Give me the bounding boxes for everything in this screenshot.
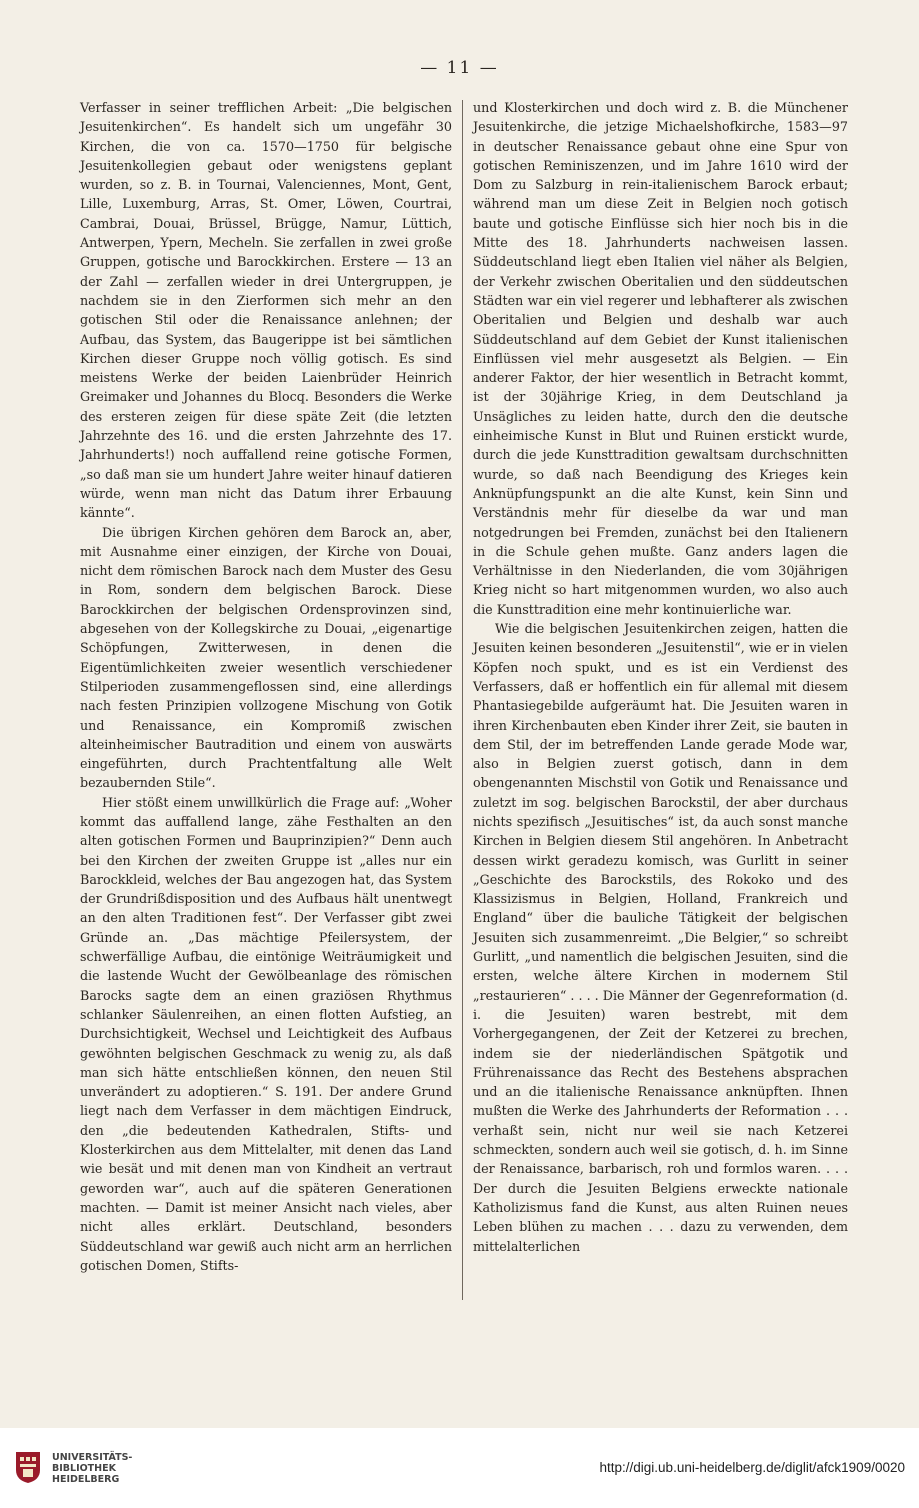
left-column xyxy=(80,98,452,1275)
library-name-line: BIBLIOTHEK xyxy=(52,1463,116,1474)
column-divider xyxy=(462,100,463,1300)
library-name-line: UNIVERSITÄTS- xyxy=(52,1452,133,1463)
source-url-link[interactable]: http://digi.ub.uni-heidelberg.de/diglit/afck1909/0020 xyxy=(599,1460,905,1475)
library-name xyxy=(52,1452,132,1485)
paragraph: und Klosterkirchen und doch wird z. B. die Münchener Jesuitenkirche, die jetzige Michaelshofkirche, 1583—97 in deutscher Renaissance gebaut ohne eine Spur von gotischen Reminiszenzen, und im Jahre 1610 wird der Dom zu Salzburg in rein-italienischem Barock erbaut; während man um diese Zeit in Belgien noch gotisch baute und gotische Einflüsse sich hier noch bis in die Mitte des 18. Jahrhunderts nachweisen lassen. Süddeutschland liegt eben Italien viel näher als Belgien, der Verkehr zwischen Oberitalien und den süddeutschen Städten war ein viel regerer und lebhafterer als zwischen Oberitalien und Belgien und deshalb war auch Süddeutschland auf dem Gebiet der Kunst italienischen Einflüssen viel mehr ausgesetzt als Belgien. — Ein anderer Faktor, der hier wesentlich in Betracht kommt, ist der 30jährige Krieg, in dem Deutschland ja Unsägliches zu leiden hatte, durch den die deutsche einheimische Kunst in Blut und Ruinen erstickt wurde, durch die jede Kunsttradition gewaltsam durchschnitten wurde, so daß nach Beendigung des Krieges kein Anknüpfungspunkt an die alte Kunst, kein Sinn und Verständnis mehr für dieselbe da war und man notgedrungen bei Fremden, zunächst bei den Italienern in die Schule gehen mußte. Ganz anders lagen die Verhältnisse in den Niederlanden, die vom 30jährigen Krieg nicht so hart mitgenommen wurden, wo also auch die Kunsttradition eine mehr kontinuierliche war. xyxy=(473,100,848,617)
footer-bar xyxy=(0,1428,919,1508)
page-number: — 11 — xyxy=(420,58,499,78)
paragraph: Wie die belgischen Jesuitenkirchen zeigen, hatten die Jesuiten keinen besonderen „Jesuitenstil“, wie er in vielen Köpfen noch spukt, und es ist ein Verdienst des Verfassers, daß er hoffentlich ein für allemal mit diesem Phantasiegebilde aufgeräumt hat. Die Jesuiten waren in ihren Kirchenbauten eben Kinder ihrer Zeit, sie bauten in dem Stil, der im betreffenden Lande gerade Mode war, also in Belgien zuerst gotisch, dann in dem obengenannten Mischstil von Gotik und Renaissance und zuletzt im sog. belgischen Barockstil, der aber durchaus nichts spezifisch „Jesuitisches“ ist, da auch sonst manche Kirchen in Belgien diesem Stil angehören. In Anbetracht dessen wirkt geradezu komisch, was Gurlitt in seiner „Geschichte des Barockstils, des Rokoko und des Klassizismus in Belgien, Holland, Frankreich und England“ über die bauliche Tätigkeit der belgischen Jesuiten sich zusammenreimt. „Die Belgier,“ so schreibt Gurlitt, „und namentlich die belgischen Jesuiten, sind die ersten, welche ältere Kirchen in modernem Stil „restaurieren“ . . . . Die Männer der Gegenreformation (d. i. die Jesuiten) waren bestrebt, mit dem Vorhergegangenen, der Zeit der Ketzerei zu brechen, indem sie der niederländischen Spätgotik und Frührenaissance das Recht des Bestehens absprachen und an die italienische Renaissance anknüpften. Ihnen mußten die Werke des Jahrhunderts der Reformation . . . verhaßt sein, nicht nur weil sie nach Ketzerei schmeckten, sondern auch weil sie gotisch, d. h. im Sinne der Renaissance, barbarisch, roh und formlos waren. . . . Der durch die Jesuiten Belgiens erweckte nationale Katholizismus fand die Kunst, aus alten Ruinen neues Leben blühen zu machen . . . dazu zu verwenden, dem mittelalterlichen xyxy=(473,621,848,1254)
paragraph: Verfasser in seiner trefflichen Arbeit: „Die belgischen Jesuitenkirchen“. Es handelt sich um ungefähr 30 Kirchen, die von ca. 1570—1750 für belgische Jesuitenkollegien gebaut oder wenigstens geplant wurden, so z. B. in Tournai, Valenciennes, Mont, Gent, Lille, Luxemburg, Arras, St. Omer, Löwen, Courtrai, Cambrai, Douai, Brüssel, Brügge, Namur, Lüttich, Antwerpen, Ypern, Mecheln. Sie zerfallen in zwei große Gruppen, gotische und Barockkirchen. Erstere — 13 an der Zahl — zerfallen wieder in drei Untergruppen, je nachdem sie in den Zierformen sich mehr an den gotischen Stil oder die Renaissance anlehnen; der Aufbau, das System, das Baugerippe ist bei sämtlichen Kirchen dieser Gruppe noch völlig gotisch. Es sind meistens Werke der beiden Laienbrüder Heinrich Greimaker und Johannes du Blocq. Besonders die Werke des ersteren zeigen für diese späte Zeit (die letzten Jahrzehnte des 16. und die ersten Jahrzehnte des 17. Jahrhunderts!) noch auffallend reine gotische Formen, „so daß man sie um hundert Jahre weiter hinauf datieren würde, wenn man nicht das Datum ihrer Erbauung kännte“. xyxy=(80,100,452,521)
paragraph: Hier stößt einem unwillkürlich die Frage auf: „Woher kommt das auffallend lange, zähe Festhalten an den alten gotischen Formen und Bauprinzipien?“ Denn auch bei den Kirchen der zweiten Gruppe ist „alles nur ein Barockkleid, welches der Bau angezogen hat, das System der Grundrißdisposition und des Aufbaus hält unentwegt an den alten Traditionen fest“. Der Verfasser gibt zwei Gründe an. „Das mächtige Pfeilersystem, der schwerfällige Aufbau, die eintönige Weiträumigkeit und die lastende Wucht der Gewölbeanlage des römischen Barocks sagte dem an einen graziösen Rhythmus schlanker Säulenreihen, an einen flotten Aufstieg, an Durchsichtigkeit, Wechsel und Leichtigkeit des Aufbaus gewöhnten belgischen Geschmack zu wenig zu, als daß man sich hätte entschließen können, den neuen Stil unverändert zu adoptieren.“ S. 191. Der andere Grund liegt nach dem Verfasser in dem mächtigen Eindruck, den „die bedeutenden Kathedralen, Stifts- und Klosterkirchen aus dem Mittelalter, mit denen das Land wie besät und mit denen man von Kindheit an vertraut geworden war“, auch auf die späteren Generationen machten. — Damit ist meiner Ansicht nach vieles, aber nicht alles erklärt. Deutschland, besonders Süddeutschland war gewiß auch nicht arm an herrlichen gotischen Domen, Stifts- xyxy=(80,794,452,1273)
paragraph: Die übrigen Kirchen gehören dem Barock an, aber, mit Ausnahme einer einzigen, der Kirche von Douai, nicht dem römischen Barock nach dem Muster des Gesu in Rom, sondern dem belgischen Barock. Diese Barockkirchen der belgischen Ordensprovinzen sind, abgesehen von der Kollegskirche zu Douai, „eigenartige Schöpfungen, Zwitterwesen, in denen die Eigentümlichkeiten zweier wesentlich verschiedener Stilperioden zusammengeflossen sind, eine allerdings nach festen Prinzipien vollzogene Mischung von Gotik und Renaissance, ein Kompromiß zwischen alteinheimischer Bautradition und einem von auswärts eingeführten, durch Prachtentfaltung alle Welt bezaubernden Stile“. xyxy=(80,524,452,791)
library-logo-icon xyxy=(14,1450,42,1484)
library-name-line: HEIDELBERG xyxy=(52,1474,120,1485)
right-column xyxy=(473,98,848,1256)
